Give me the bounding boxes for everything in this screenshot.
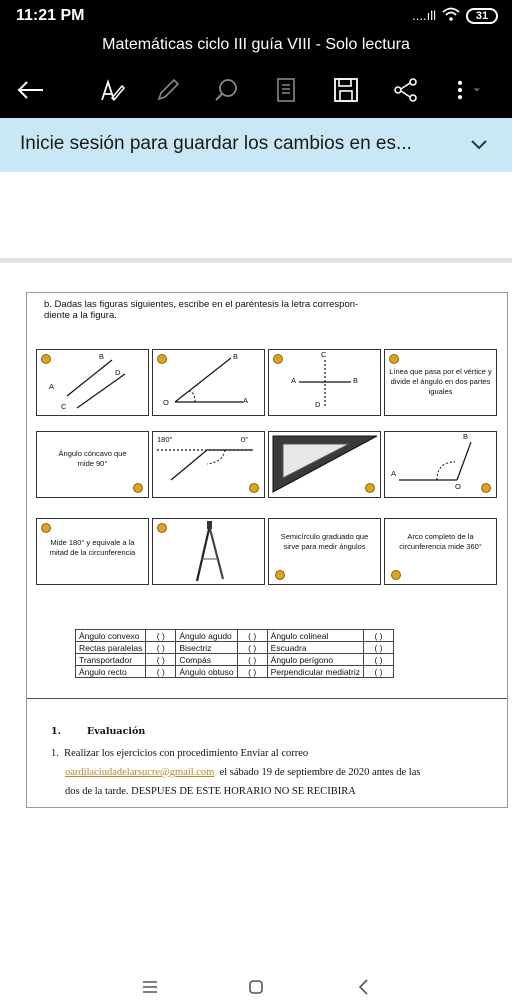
card-description: Línea que pasa por el vértice y divide el ángulo en dos partes iguales bbox=[389, 367, 492, 396]
term-cell: Ángulo perígono bbox=[267, 654, 363, 666]
term-cell: Transportador bbox=[76, 654, 146, 666]
pencil-icon[interactable] bbox=[152, 74, 184, 106]
term-cell: Escuadra bbox=[267, 642, 363, 654]
label-b: B bbox=[233, 352, 239, 361]
page-separator bbox=[0, 258, 512, 263]
signal-icon: ....ıll bbox=[412, 8, 436, 23]
label-o: O bbox=[163, 398, 169, 407]
figure-card-straight-angle bbox=[152, 431, 265, 498]
card-description: Arco completo de la circunferencia mide 360° bbox=[399, 532, 482, 551]
term-cell: Compás bbox=[176, 654, 237, 666]
label-c: C bbox=[321, 350, 327, 359]
figure-card-compass bbox=[152, 518, 265, 585]
table-row bbox=[76, 666, 394, 678]
label-a: A bbox=[291, 376, 297, 385]
evaluation-line-3: dos de la tarde. DESPUES DE ESTE HORARIO NO SE RECIBIRA bbox=[65, 786, 356, 797]
title-bar bbox=[0, 32, 512, 62]
answer-parentheses: ( ) bbox=[237, 666, 267, 678]
evaluation-text bbox=[51, 744, 503, 801]
table-row bbox=[76, 654, 394, 666]
label-d: D bbox=[115, 368, 121, 377]
item-line-1: Realizar los ejercicios con procedimiento Enviar al correo bbox=[64, 748, 309, 759]
answer-parentheses: ( ) bbox=[363, 630, 393, 642]
search-icon[interactable] bbox=[210, 74, 242, 106]
badge-icon bbox=[133, 483, 143, 493]
badge-icon bbox=[365, 483, 375, 493]
badge-icon bbox=[249, 483, 259, 493]
answer-parentheses: ( ) bbox=[363, 642, 393, 654]
home-icon[interactable] bbox=[244, 977, 268, 997]
evaluation-heading bbox=[51, 726, 145, 737]
term-cell: Ángulo recto bbox=[76, 666, 146, 678]
reader-view-icon[interactable] bbox=[270, 74, 302, 106]
answer-parentheses: ( ) bbox=[363, 666, 393, 678]
badge-icon bbox=[275, 570, 285, 580]
label-b: B bbox=[353, 376, 359, 385]
share-icon[interactable] bbox=[390, 74, 422, 106]
figure-card-perpendicular bbox=[268, 349, 381, 416]
term-cell: Bisectriz bbox=[176, 642, 237, 654]
figure-card-perigon-text bbox=[384, 518, 497, 585]
table-row bbox=[76, 630, 394, 642]
recent-apps-icon[interactable] bbox=[138, 977, 162, 997]
label-b: B bbox=[99, 352, 105, 361]
label-a: A bbox=[243, 396, 249, 405]
status-bar bbox=[0, 0, 512, 32]
card-description: Semicírculo graduado que sirve para medir ángulos bbox=[280, 532, 369, 551]
perpendicular-figure bbox=[269, 350, 382, 417]
term-cell: Rectas paralelas bbox=[76, 642, 146, 654]
sign-in-banner[interactable] bbox=[0, 118, 512, 172]
card-description: Mide 180° y equivale a la mitad de la circunferencia bbox=[49, 538, 136, 557]
answer-parentheses: ( ) bbox=[237, 642, 267, 654]
figure-card-obtuse-angle bbox=[384, 431, 497, 498]
matching-table bbox=[75, 629, 394, 678]
navigation-bar bbox=[0, 965, 512, 1005]
answer-parentheses: ( ) bbox=[146, 654, 176, 666]
more-options-icon[interactable] bbox=[452, 74, 484, 106]
section-number: 1. bbox=[51, 726, 61, 737]
answer-parentheses: ( ) bbox=[237, 630, 267, 642]
term-cell: Perpendicular mediatriz bbox=[267, 666, 363, 678]
figure-card-straight-text bbox=[36, 518, 149, 585]
back-arrow-icon[interactable] bbox=[14, 74, 46, 106]
answer-parentheses: ( ) bbox=[363, 654, 393, 666]
document-page bbox=[26, 292, 508, 808]
item-line-2: el sábado 19 de septiembre de 2020 antes de las bbox=[219, 767, 421, 778]
term-cell: Ángulo obtuso bbox=[176, 666, 237, 678]
evaluation-line-1 bbox=[51, 744, 503, 763]
badge-icon bbox=[389, 354, 399, 364]
answer-parentheses: ( ) bbox=[146, 630, 176, 642]
toolbar bbox=[0, 62, 512, 118]
table-row bbox=[76, 642, 394, 654]
badge-icon bbox=[481, 483, 491, 493]
back-icon[interactable] bbox=[352, 977, 376, 997]
label-d: D bbox=[315, 400, 321, 409]
text-edit-icon[interactable] bbox=[96, 74, 128, 106]
section-title: Evaluación bbox=[87, 726, 146, 737]
figure-card-parallel-lines bbox=[36, 349, 149, 416]
answer-parentheses: ( ) bbox=[146, 642, 176, 654]
figure-card-protractor-text bbox=[268, 518, 381, 585]
badge-icon bbox=[391, 570, 401, 580]
figure-card-acute-angle bbox=[152, 349, 265, 416]
figure-card-set-square bbox=[268, 431, 381, 498]
badge-icon bbox=[41, 523, 51, 533]
clock: 11:21 PM bbox=[16, 7, 85, 24]
figure-card-concave-text bbox=[36, 431, 149, 498]
label-0: 0° bbox=[241, 435, 249, 444]
term-cell: Ángulo colineal bbox=[267, 630, 363, 642]
battery-indicator: 31 bbox=[466, 8, 498, 24]
answer-parentheses: ( ) bbox=[146, 666, 176, 678]
item-number: 1. bbox=[51, 748, 59, 759]
label-a: A bbox=[391, 469, 397, 478]
instruction-text: b. Dadas las figuras siguientes, escribe en el paréntesis la letra correspon- diente a la figura. bbox=[44, 299, 359, 321]
banner-message: Inicie sesión para guardar los cambios en es... bbox=[20, 133, 412, 154]
compass-figure bbox=[153, 519, 266, 586]
term-cell: Ángulo agudo bbox=[176, 630, 237, 642]
figure-card-bisector-text bbox=[384, 349, 497, 416]
acute-angle-figure bbox=[153, 350, 266, 417]
term-cell: Ángulo convexo bbox=[76, 630, 146, 642]
wifi-icon bbox=[442, 7, 460, 24]
chevron-down-icon[interactable] bbox=[470, 134, 488, 159]
label-o: O bbox=[455, 482, 461, 491]
save-icon[interactable] bbox=[330, 74, 362, 106]
label-a: A bbox=[49, 382, 55, 391]
document-title: Matemáticas ciclo III guía VIII - Solo lectura bbox=[102, 36, 410, 53]
answer-parentheses: ( ) bbox=[237, 654, 267, 666]
label-180: 180° bbox=[157, 435, 173, 444]
email-link[interactable]: oardilaciudadelarsucre@gmail.com bbox=[65, 767, 215, 778]
label-c: C bbox=[61, 402, 67, 411]
section-divider bbox=[27, 698, 507, 699]
label-b: B bbox=[463, 432, 469, 441]
status-icons bbox=[412, 7, 498, 24]
evaluation-line-2 bbox=[51, 763, 503, 782]
card-description: Ángulo cóncavo que mide 90° bbox=[58, 449, 127, 468]
